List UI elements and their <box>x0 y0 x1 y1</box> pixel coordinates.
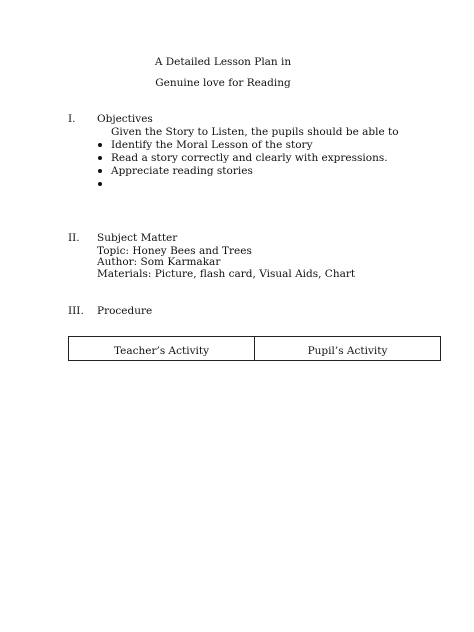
objective-item: Appreciate reading stories <box>111 165 253 177</box>
section-heading-subject-matter: Subject Matter <box>97 232 178 244</box>
objective-item: Identify the Moral Lesson of the story <box>111 139 313 151</box>
section-heading-objectives: Objectives <box>97 113 153 125</box>
table-header-label: Pupil’s Activity <box>307 345 388 357</box>
subject-author: Author: Som Karmakar <box>97 256 221 268</box>
table-header-label: Teacher’s Activity <box>113 345 210 357</box>
section-numeral-procedure: III. <box>68 305 84 317</box>
objectives-intro: Given the Story to Listen, the pupils should be able to <box>111 126 399 138</box>
objective-item: Read a story correctly and clearly with expressions. <box>111 152 388 164</box>
section-numeral-subject-matter: II. <box>68 232 80 244</box>
table-header-pupil <box>254 337 440 360</box>
title-line-2: Genuine love for Reading <box>155 77 291 89</box>
table-header-teacher <box>69 337 254 360</box>
bullet-dot <box>98 169 102 173</box>
title-line-1: A Detailed Lesson Plan in <box>154 56 292 68</box>
bullet-dot <box>98 182 102 186</box>
bullet-dot <box>98 143 102 147</box>
activity-table <box>68 336 441 361</box>
bullet-dot <box>98 156 102 160</box>
section-heading-procedure: Procedure <box>97 305 153 317</box>
subject-topic: Topic: Honey Bees and Trees <box>97 245 252 257</box>
section-numeral-objectives: I. <box>68 113 76 125</box>
subject-materials: Materials: Picture, flash card, Visual Aids, Chart <box>97 268 356 280</box>
